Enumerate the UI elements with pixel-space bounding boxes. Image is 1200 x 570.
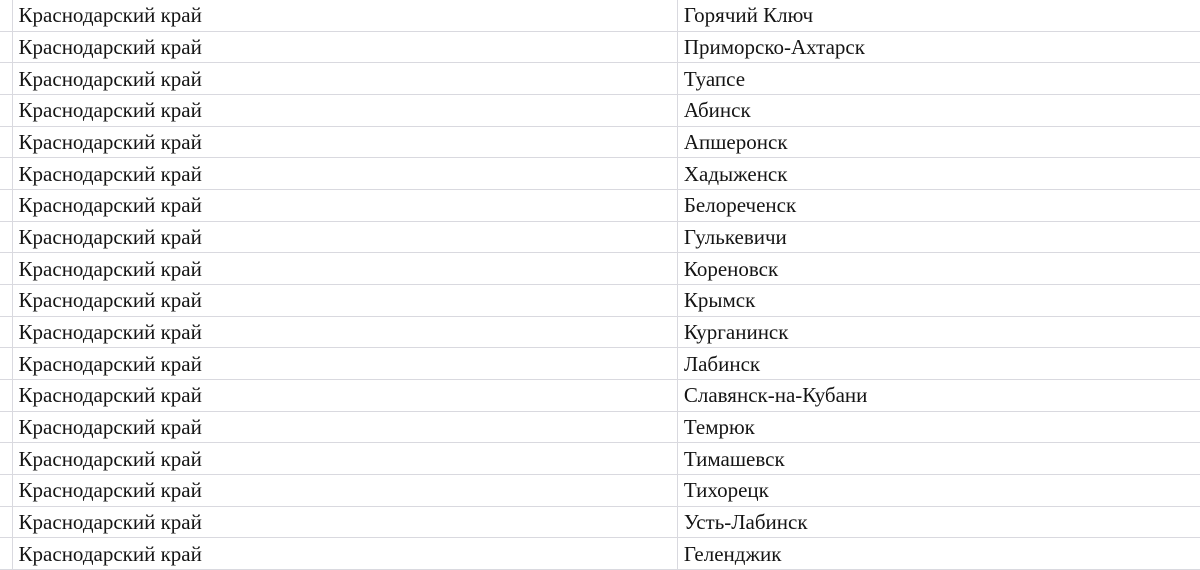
- region-cell[interactable]: Краснодарский край: [12, 31, 677, 63]
- city-cell[interactable]: Крымск: [677, 284, 1200, 316]
- row-edge-cell: [0, 348, 12, 380]
- table-row: [0, 506, 1200, 538]
- row-edge-cell: [0, 316, 12, 348]
- row-edge-cell: [0, 538, 12, 570]
- table-row: [0, 379, 1200, 411]
- row-edge-cell: [0, 221, 12, 253]
- table-row: [0, 316, 1200, 348]
- row-edge-cell: [0, 411, 12, 443]
- table-row: [0, 221, 1200, 253]
- row-edge-cell: [0, 158, 12, 190]
- row-edge-cell: [0, 253, 12, 285]
- region-cell[interactable]: Краснодарский край: [12, 506, 677, 538]
- row-edge-cell: [0, 0, 12, 31]
- row-edge-cell: [0, 474, 12, 506]
- region-cell[interactable]: Краснодарский край: [12, 189, 677, 221]
- region-cell[interactable]: Краснодарский край: [12, 158, 677, 190]
- row-edge-cell: [0, 379, 12, 411]
- row-edge-cell: [0, 189, 12, 221]
- table-row: [0, 411, 1200, 443]
- region-cell[interactable]: Краснодарский край: [12, 253, 677, 285]
- city-cell[interactable]: Горячий Ключ: [677, 0, 1200, 31]
- table-row: [0, 189, 1200, 221]
- region-cell[interactable]: Краснодарский край: [12, 0, 677, 31]
- city-cell[interactable]: Славянск-на-Кубани: [677, 379, 1200, 411]
- row-edge-cell: [0, 126, 12, 158]
- row-edge-cell: [0, 284, 12, 316]
- city-cell[interactable]: Абинск: [677, 94, 1200, 126]
- city-cell[interactable]: Туапсе: [677, 63, 1200, 95]
- city-cell[interactable]: Белореченск: [677, 189, 1200, 221]
- city-cell[interactable]: Апшеронск: [677, 126, 1200, 158]
- row-edge-cell: [0, 31, 12, 63]
- table-row: [0, 348, 1200, 380]
- table-row: [0, 31, 1200, 63]
- city-cell[interactable]: Хадыженск: [677, 158, 1200, 190]
- table-row: [0, 0, 1200, 31]
- city-cell[interactable]: Усть-Лабинск: [677, 506, 1200, 538]
- city-cell[interactable]: Приморско-Ахтарск: [677, 31, 1200, 63]
- table-row: [0, 253, 1200, 285]
- city-cell[interactable]: Курганинск: [677, 316, 1200, 348]
- table-row: [0, 443, 1200, 475]
- region-cell[interactable]: Краснодарский край: [12, 63, 677, 95]
- region-cell[interactable]: Краснодарский край: [12, 474, 677, 506]
- region-cell[interactable]: Краснодарский край: [12, 316, 677, 348]
- table-row: [0, 474, 1200, 506]
- row-edge-cell: [0, 94, 12, 126]
- table-row: [0, 126, 1200, 158]
- region-cell[interactable]: Краснодарский край: [12, 348, 677, 380]
- city-cell[interactable]: Геленджик: [677, 538, 1200, 570]
- city-cell[interactable]: Тимашевск: [677, 443, 1200, 475]
- table-row: [0, 94, 1200, 126]
- city-cell[interactable]: Лабинск: [677, 348, 1200, 380]
- city-cell[interactable]: Тихорецк: [677, 474, 1200, 506]
- table-row: [0, 284, 1200, 316]
- region-cell[interactable]: Краснодарский край: [12, 379, 677, 411]
- region-cell[interactable]: Краснодарский край: [12, 126, 677, 158]
- region-cell[interactable]: Краснодарский край: [12, 411, 677, 443]
- city-cell[interactable]: Темрюк: [677, 411, 1200, 443]
- row-edge-cell: [0, 443, 12, 475]
- table-row: [0, 538, 1200, 570]
- region-cell[interactable]: Краснодарский край: [12, 94, 677, 126]
- region-cell[interactable]: Краснодарский край: [12, 443, 677, 475]
- table-row: [0, 158, 1200, 190]
- city-cell[interactable]: Гулькевичи: [677, 221, 1200, 253]
- city-cell[interactable]: Кореновск: [677, 253, 1200, 285]
- table-row: [0, 63, 1200, 95]
- row-edge-cell: [0, 506, 12, 538]
- region-cell[interactable]: Краснодарский край: [12, 284, 677, 316]
- row-edge-cell: [0, 63, 12, 95]
- region-cell[interactable]: Краснодарский край: [12, 538, 677, 570]
- region-cell[interactable]: Краснодарский край: [12, 221, 677, 253]
